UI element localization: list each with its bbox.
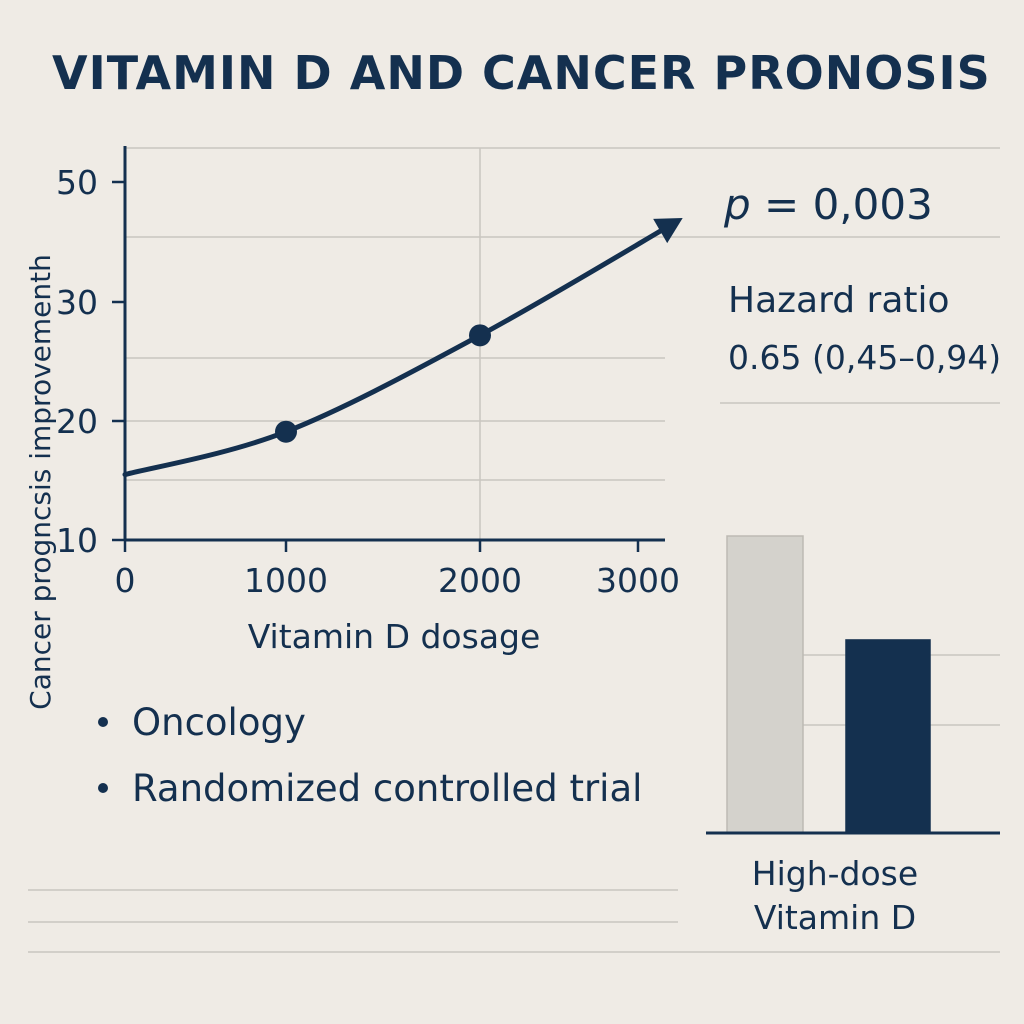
bullet-list [98, 700, 642, 832]
p-symbol: p [724, 180, 751, 229]
bullet-dot-icon [98, 783, 108, 793]
data-point [469, 324, 491, 346]
bar-x-label: High-dose Vitamin D [751, 854, 919, 937]
x-tick-label: 2000 [438, 561, 522, 600]
bullet-text: Randomized controlled trial [132, 767, 643, 810]
x-tick-label: 3000 [596, 561, 680, 600]
bullet-dot-icon [98, 717, 108, 727]
bullet-item [98, 700, 642, 766]
y-axis-label: Cancer progncsis improvementh [24, 254, 57, 710]
p-value [724, 180, 933, 229]
bar-high-dose [846, 640, 930, 833]
x-tick-label: 1000 [244, 561, 328, 600]
y-tick-label: 10 [56, 521, 98, 560]
y-tick-label: 50 [56, 163, 98, 202]
data-point [275, 421, 297, 443]
y-tick-label: 30 [56, 283, 98, 322]
bullet-text: Oncology [132, 701, 306, 744]
y-tick-label: 20 [56, 402, 98, 441]
p-value-number: = 0,003 [750, 180, 933, 229]
bullet-item [98, 766, 642, 832]
bar-control [727, 536, 803, 833]
hazard-ratio-label: Hazard ratio [728, 280, 950, 321]
x-axis-label: Vitamin D dosage [247, 617, 541, 656]
page-title: VITAMIN D AND CANCER PRONOSIS [52, 46, 991, 100]
hazard-ratio-value: 0.65 (0,45–0,94) [728, 338, 1002, 377]
x-tick-label: 0 [114, 561, 136, 600]
series-line [125, 221, 678, 475]
